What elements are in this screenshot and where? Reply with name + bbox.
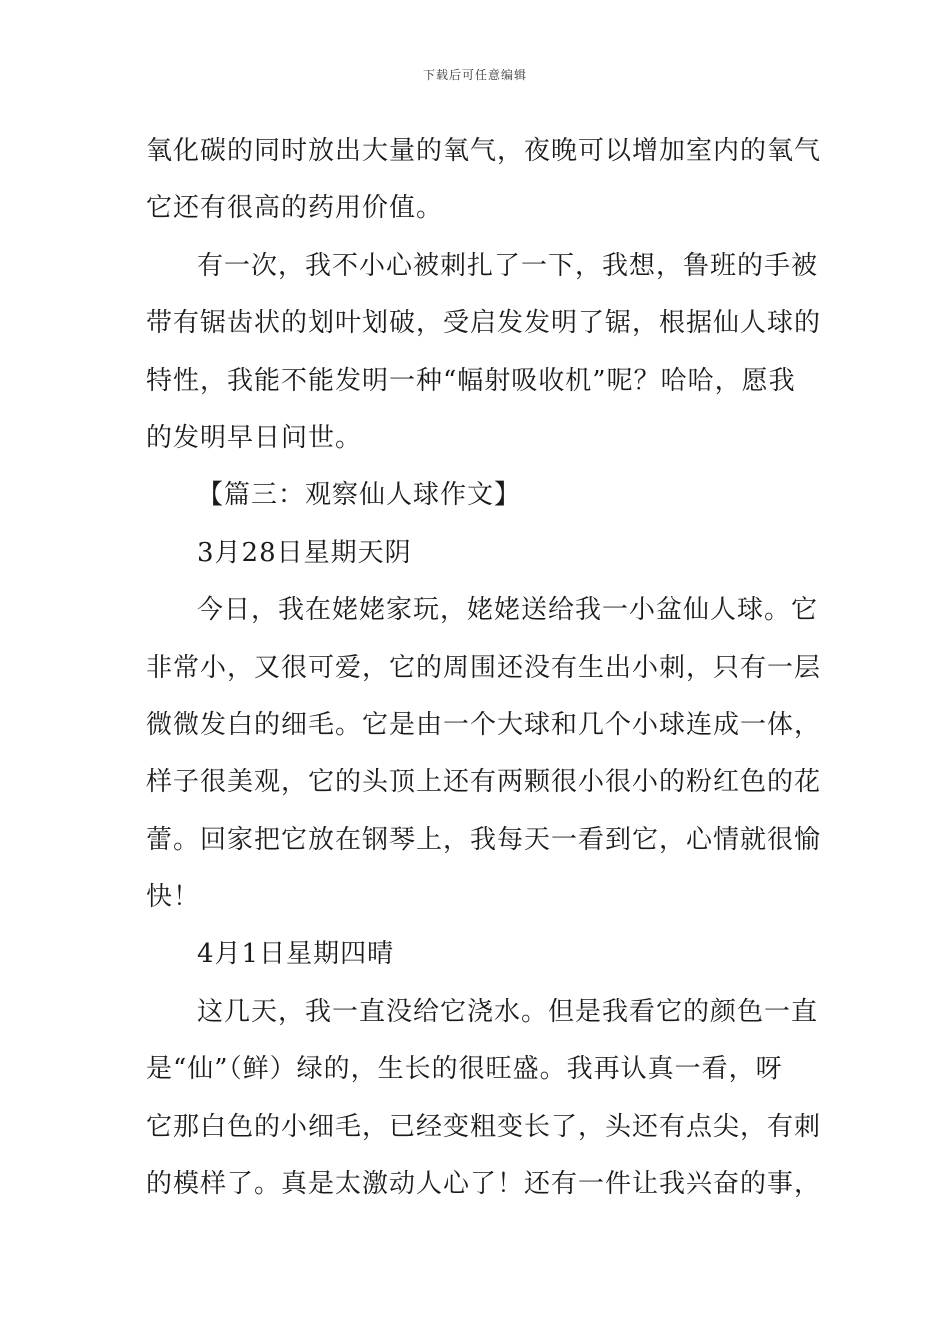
text-line: 非常小，又很可爱，它的周围还没有生出小刺，只有一层 [146, 653, 822, 683]
text-line: 是“仙”（鲜）绿的，生长的很旺盛。我再认真一看，呀 [146, 1054, 783, 1084]
text-line: 它那白色的小细毛，已经变粗变长了，头还有点尖，有刺 [146, 1112, 822, 1142]
text-line: 特性，我能不能发明一种“幅射吸收机”呢？哈哈，愿我 [146, 366, 796, 396]
date-line: 4月1日星期四晴 [197, 939, 395, 969]
date-line: 3月28日星期天阴 [197, 538, 412, 568]
text-line: 带有锯齿状的划叶划破，受启发发明了锯，根据仙人球的 [146, 308, 822, 338]
page-header: 下载后可任意编辑 [422, 68, 527, 82]
text-line: 蕾。回家把它放在钢琴上，我每天一看到它，心情就很愉 [146, 825, 822, 855]
text-line: 样子很美观，它的头顶上还有两颗很小很小的粉红色的花 [146, 767, 822, 797]
text-line: 这几天，我一直没给它浇水。但是我看它的颜色一直 [197, 997, 819, 1027]
text-line: 的发明早日问世。 [146, 423, 363, 453]
text-line: 它还有很高的药用价值。 [146, 193, 444, 223]
section-heading: 【篇三：观察仙人球作文】 [197, 480, 522, 510]
text-line: 微微发白的细毛。它是由一个大球和几个小球连成一体， [146, 710, 822, 740]
text-line: 氧化碳的同时放出大量的氧气，夜晚可以增加室内的氧气 [146, 136, 822, 166]
text-line: 的模样了。真是太激动人心了！还有一件让我兴奋的事， [146, 1169, 822, 1199]
text-line: 今日，我在姥姥家玩，姥姥送给我一小盆仙人球。它 [197, 595, 819, 625]
text-line: 快！ [146, 882, 201, 912]
text-line: 有一次，我不小心被刺扎了一下，我想，鲁班的手被 [197, 251, 819, 281]
